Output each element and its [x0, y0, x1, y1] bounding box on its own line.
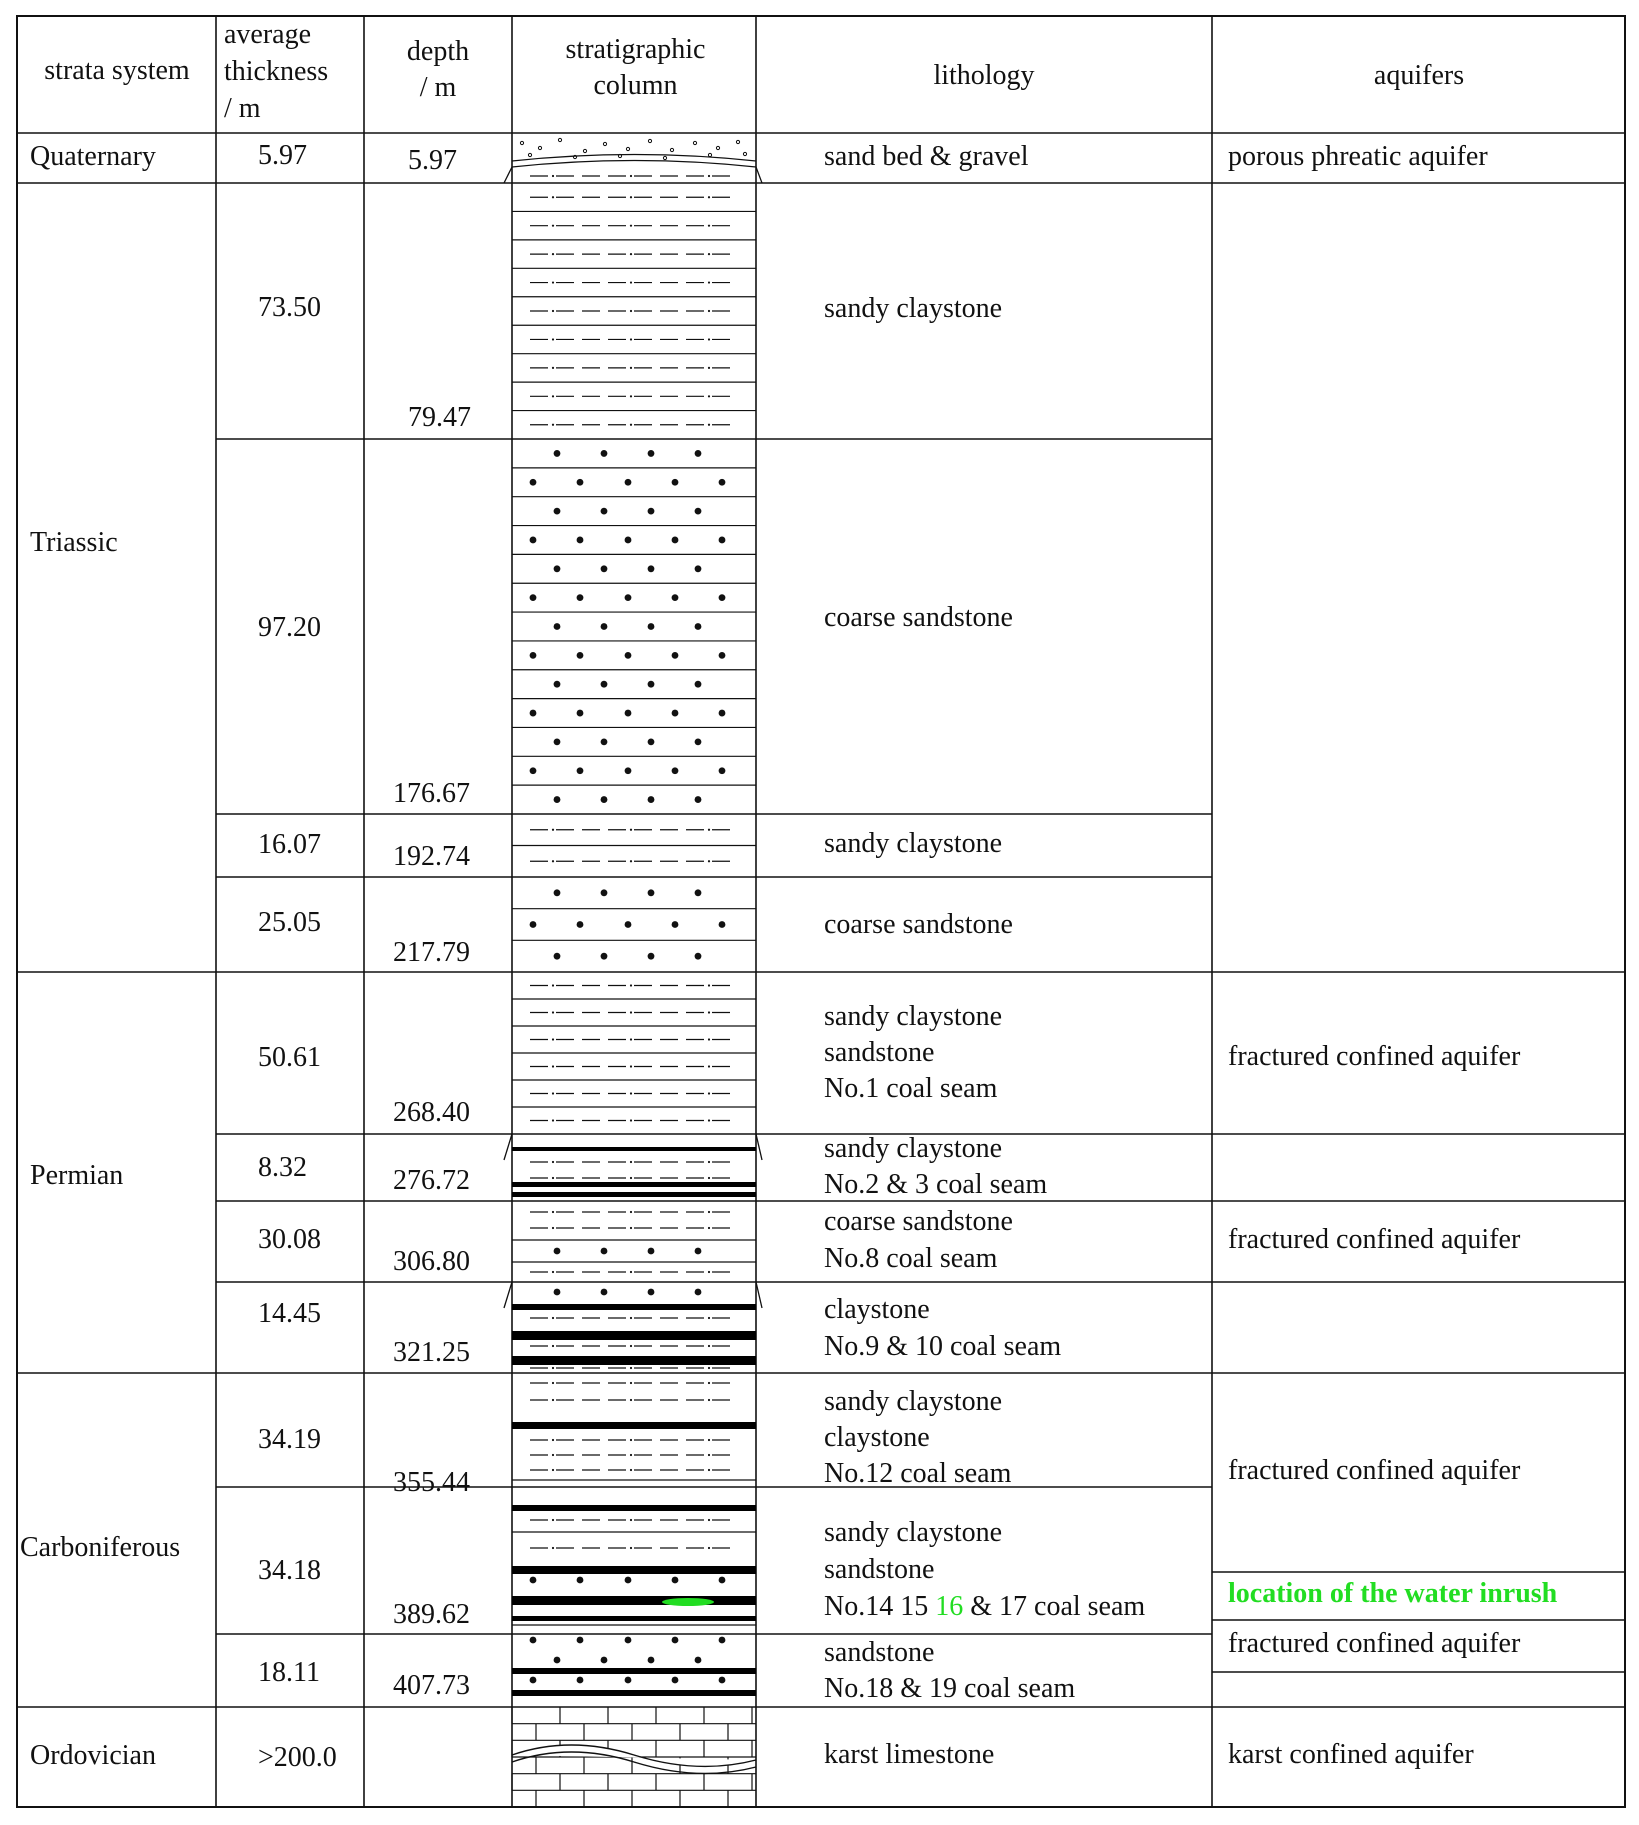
header-stratigraphic-column: stratigraphic column	[565, 34, 706, 101]
lithology-text: claystone No.9 & 10 coal seam	[824, 1294, 1062, 1362]
depth-value: 306.80	[393, 1246, 470, 1277]
lithology-text: sandstone No.18 & 19 coal seam	[824, 1637, 1076, 1704]
system-quaternary: Quaternary	[30, 141, 156, 172]
depth-value: 389.62	[393, 1599, 470, 1630]
system-permian: Permian	[30, 1160, 124, 1191]
lithology-text: coarse sandstone No.8 coal seam	[824, 1206, 1013, 1274]
system-ordovician: Ordovician	[30, 1740, 156, 1771]
header-lithology: lithology	[933, 60, 1035, 91]
aquifer-label: karst confined aquifer	[1228, 1739, 1474, 1770]
highlight-seam-16: 16	[935, 1591, 964, 1622]
system-triassic: Triassic	[30, 527, 118, 558]
depth-value: 5.97	[408, 145, 457, 176]
depth-value: 79.47	[408, 402, 471, 433]
header-depth: depth / m	[406, 36, 470, 103]
depth-value: 276.72	[393, 1165, 470, 1196]
thickness-value: 18.11	[258, 1657, 320, 1688]
thickness-value: 14.45	[258, 1298, 321, 1329]
lithology-text: sandy claystone	[824, 293, 1003, 324]
lithology-text: coarse sandstone	[824, 602, 1013, 633]
thickness-value: 34.19	[258, 1424, 321, 1455]
depth-value: 407.73	[393, 1670, 470, 1701]
header-strata-system: strata system	[44, 55, 190, 86]
thickness-value: 5.97	[258, 140, 307, 171]
header-aquifers: aquifers	[1373, 60, 1465, 91]
thickness-value: 8.32	[258, 1152, 307, 1183]
thickness-value: 34.18	[258, 1555, 321, 1586]
aquifer-label: porous phreatic aquifer	[1228, 141, 1488, 172]
thickness-value: >200.0	[258, 1742, 337, 1773]
aquifer-label: fractured confined aquifer	[1228, 1455, 1521, 1486]
lithology-text: sandy claystone sandstone No.1 coal seam	[824, 1001, 1003, 1104]
lithology-text: sandy claystone sandstone No.14 15 16 & 17 coal seam	[824, 1517, 1146, 1622]
thickness-value: 97.20	[258, 612, 321, 643]
thickness-value: 25.05	[258, 907, 321, 938]
depth-value: 355.44	[393, 1467, 470, 1498]
aquifer-label: fractured confined aquifer	[1228, 1041, 1521, 1072]
system-carboniferous: Carboniferous	[20, 1532, 181, 1563]
lithology-text: sandy claystone claystone No.12 coal seam	[824, 1386, 1012, 1489]
depth-value: 176.67	[393, 778, 470, 809]
lithology-text: sandy claystone	[824, 828, 1003, 859]
lithology-text: karst limestone	[824, 1739, 995, 1770]
depth-value: 192.74	[393, 841, 470, 872]
thickness-value: 16.07	[258, 829, 321, 860]
thickness-value: 50.61	[258, 1042, 321, 1073]
depth-value: 268.40	[393, 1097, 470, 1128]
depth-value: 217.79	[393, 937, 470, 968]
header-average-thickness: average thickness / m	[224, 19, 329, 124]
thickness-value: 30.08	[258, 1224, 321, 1255]
aquifer-label: fractured confined aquifer	[1228, 1628, 1521, 1659]
depth-value: 321.25	[393, 1337, 470, 1368]
lithology-text: coarse sandstone	[824, 909, 1013, 940]
water-inrush-location: location of the water inrush	[1228, 1578, 1558, 1609]
lithology-text: sand bed & gravel	[824, 141, 1029, 172]
aquifer-label: fractured confined aquifer	[1228, 1224, 1521, 1255]
thickness-value: 73.50	[258, 292, 321, 323]
lithology-text: sandy claystone No.2 & 3 coal seam	[824, 1133, 1048, 1200]
